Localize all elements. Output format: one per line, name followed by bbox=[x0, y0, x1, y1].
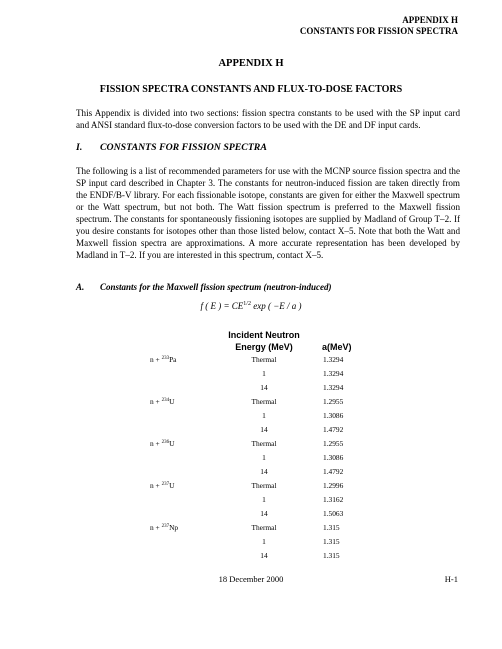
running-header bbox=[300, 15, 458, 37]
section-paragraph: The following is a list of recommended parameters for use with the MCNP source fission spectra and the SP input card described in Chapter 3. The constants for neutron-induced fission are taken directly from the ENDF/B-V library. For each fissionable isotope, constants are given for either the Maxwell spectrum or the Watt spectrum, but not both. The Watt fission spectrum is preferred to the Maxwell fission spectrum. The constants for spontaneously fissioning isotopes are supplied by Madland of Group T–2. If you desire constants for isotopes other than those listed below, contact X–5. Note that both the Watt and Maxwell fission spectra are approximations. A more accurate representation has been developed by Madland in T–2. If you are interested in this spectrum, contact X–5. bbox=[76, 166, 460, 260]
nuclide-cell bbox=[150, 355, 176, 364]
energy-cell: Thermal bbox=[251, 439, 277, 448]
nuclide-element: U bbox=[169, 439, 175, 448]
nuclide-element: Np bbox=[169, 523, 179, 532]
table-row bbox=[0, 551, 502, 565]
section-title: CONSTANTS FOR FISSION SPECTRA bbox=[100, 142, 267, 153]
a-value-cell: 1.4792 bbox=[323, 425, 344, 434]
energy-cell: Thermal bbox=[251, 355, 277, 364]
table-row bbox=[0, 453, 502, 467]
energy-cell: Thermal bbox=[251, 481, 277, 490]
a-value-cell: 1.2955 bbox=[323, 439, 344, 448]
a-value-cell: 1.315 bbox=[323, 537, 340, 546]
nuclide-prefix: n + bbox=[150, 481, 162, 490]
table-row bbox=[0, 467, 502, 481]
appendix-heading: APPENDIX H bbox=[218, 58, 284, 69]
nuclide-prefix: n + bbox=[150, 355, 162, 364]
energy-cell: 1 bbox=[262, 537, 266, 546]
energy-cell: 1 bbox=[262, 495, 266, 504]
page-number: H-1 bbox=[444, 574, 458, 584]
nuclide-mass: 233 bbox=[161, 356, 170, 361]
nuclide-mass: 237 bbox=[161, 524, 170, 529]
table-row bbox=[0, 523, 502, 537]
energy-cell: 14 bbox=[260, 509, 268, 518]
nuclide-prefix: n + bbox=[150, 523, 162, 532]
a-value-cell: 1.5063 bbox=[323, 509, 344, 518]
page-title: FISSION SPECTRA CONSTANTS AND FLUX-TO-DOSE FACTORS bbox=[99, 84, 403, 95]
energy-cell: Thermal bbox=[251, 523, 277, 532]
a-value-cell: 1.3162 bbox=[323, 495, 344, 504]
formula-exponent: 1/2 bbox=[243, 301, 251, 307]
a-value-cell: 1.315 bbox=[323, 523, 340, 532]
table-row bbox=[0, 411, 502, 425]
nuclide-cell bbox=[150, 523, 178, 532]
table-header-energy-line1: Incident Neutron bbox=[228, 330, 300, 340]
a-value-cell: 1.3294 bbox=[323, 383, 344, 392]
table-row bbox=[0, 439, 502, 453]
nuclide-prefix: n + bbox=[150, 439, 162, 448]
nuclide-mass: 234 bbox=[161, 398, 170, 403]
energy-cell: 14 bbox=[260, 551, 268, 560]
nuclide-prefix: n + bbox=[150, 397, 162, 406]
table-row bbox=[0, 383, 502, 397]
table-row bbox=[0, 355, 502, 369]
a-value-cell: 1.3294 bbox=[323, 369, 344, 378]
a-value-cell: 1.315 bbox=[323, 551, 340, 560]
maxwell-formula bbox=[0, 301, 502, 311]
running-header-appendix: APPENDIX H bbox=[402, 15, 458, 25]
table-header-a: a(MeV) bbox=[322, 342, 352, 352]
table-row bbox=[0, 481, 502, 495]
table-header-energy bbox=[212, 329, 316, 353]
constants-table bbox=[0, 355, 502, 565]
formula-rhs: exp ( −E / a ) bbox=[250, 301, 302, 311]
a-value-cell: 1.3086 bbox=[323, 453, 344, 462]
energy-cell: 1 bbox=[262, 369, 266, 378]
table-row bbox=[0, 369, 502, 383]
section-number: I. bbox=[76, 142, 83, 153]
nuclide-cell bbox=[150, 481, 174, 490]
table-row bbox=[0, 537, 502, 551]
table-row bbox=[0, 495, 502, 509]
intro-paragraph: This Appendix is divided into two sections: fission spectra constants to be used with the SP input card and ANSI standard flux-to-dose conversion factors to be used with the DE and DF input cards. bbox=[76, 108, 460, 130]
energy-cell: 14 bbox=[260, 467, 268, 476]
nuclide-element: Pa bbox=[169, 355, 177, 364]
a-value-cell: 1.3086 bbox=[323, 411, 344, 420]
energy-cell: 14 bbox=[260, 383, 268, 392]
section-heading bbox=[76, 142, 267, 153]
a-value-cell: 1.2996 bbox=[323, 481, 344, 490]
nuclide-element: U bbox=[169, 481, 175, 490]
energy-cell: 1 bbox=[262, 453, 266, 462]
nuclide-mass: 236 bbox=[161, 440, 170, 445]
running-header-chapter: CONSTANTS FOR FISSION SPECTRA bbox=[299, 26, 458, 36]
formula-lhs: f ( E ) = CE bbox=[200, 301, 244, 311]
nuclide-mass: 237 bbox=[161, 482, 170, 487]
footer-date: 18 December 2000 bbox=[218, 574, 284, 584]
energy-cell: Thermal bbox=[251, 397, 277, 406]
a-value-cell: 1.2955 bbox=[323, 397, 344, 406]
nuclide-cell bbox=[150, 397, 174, 406]
table-header-energy-line2: Energy (MeV) bbox=[235, 342, 293, 352]
table-row bbox=[0, 425, 502, 439]
energy-cell: 1 bbox=[262, 411, 266, 420]
subsection-title: Constants for the Maxwell fission spectrum (neutron-induced) bbox=[100, 282, 332, 292]
energy-cell: 14 bbox=[260, 425, 268, 434]
subsection-heading bbox=[76, 282, 332, 292]
table-row bbox=[0, 397, 502, 411]
a-value-cell: 1.4792 bbox=[323, 467, 344, 476]
nuclide-cell bbox=[150, 439, 174, 448]
table-row bbox=[0, 509, 502, 523]
subsection-number: A. bbox=[76, 282, 85, 292]
nuclide-element: U bbox=[169, 397, 175, 406]
a-value-cell: 1.3294 bbox=[323, 355, 344, 364]
